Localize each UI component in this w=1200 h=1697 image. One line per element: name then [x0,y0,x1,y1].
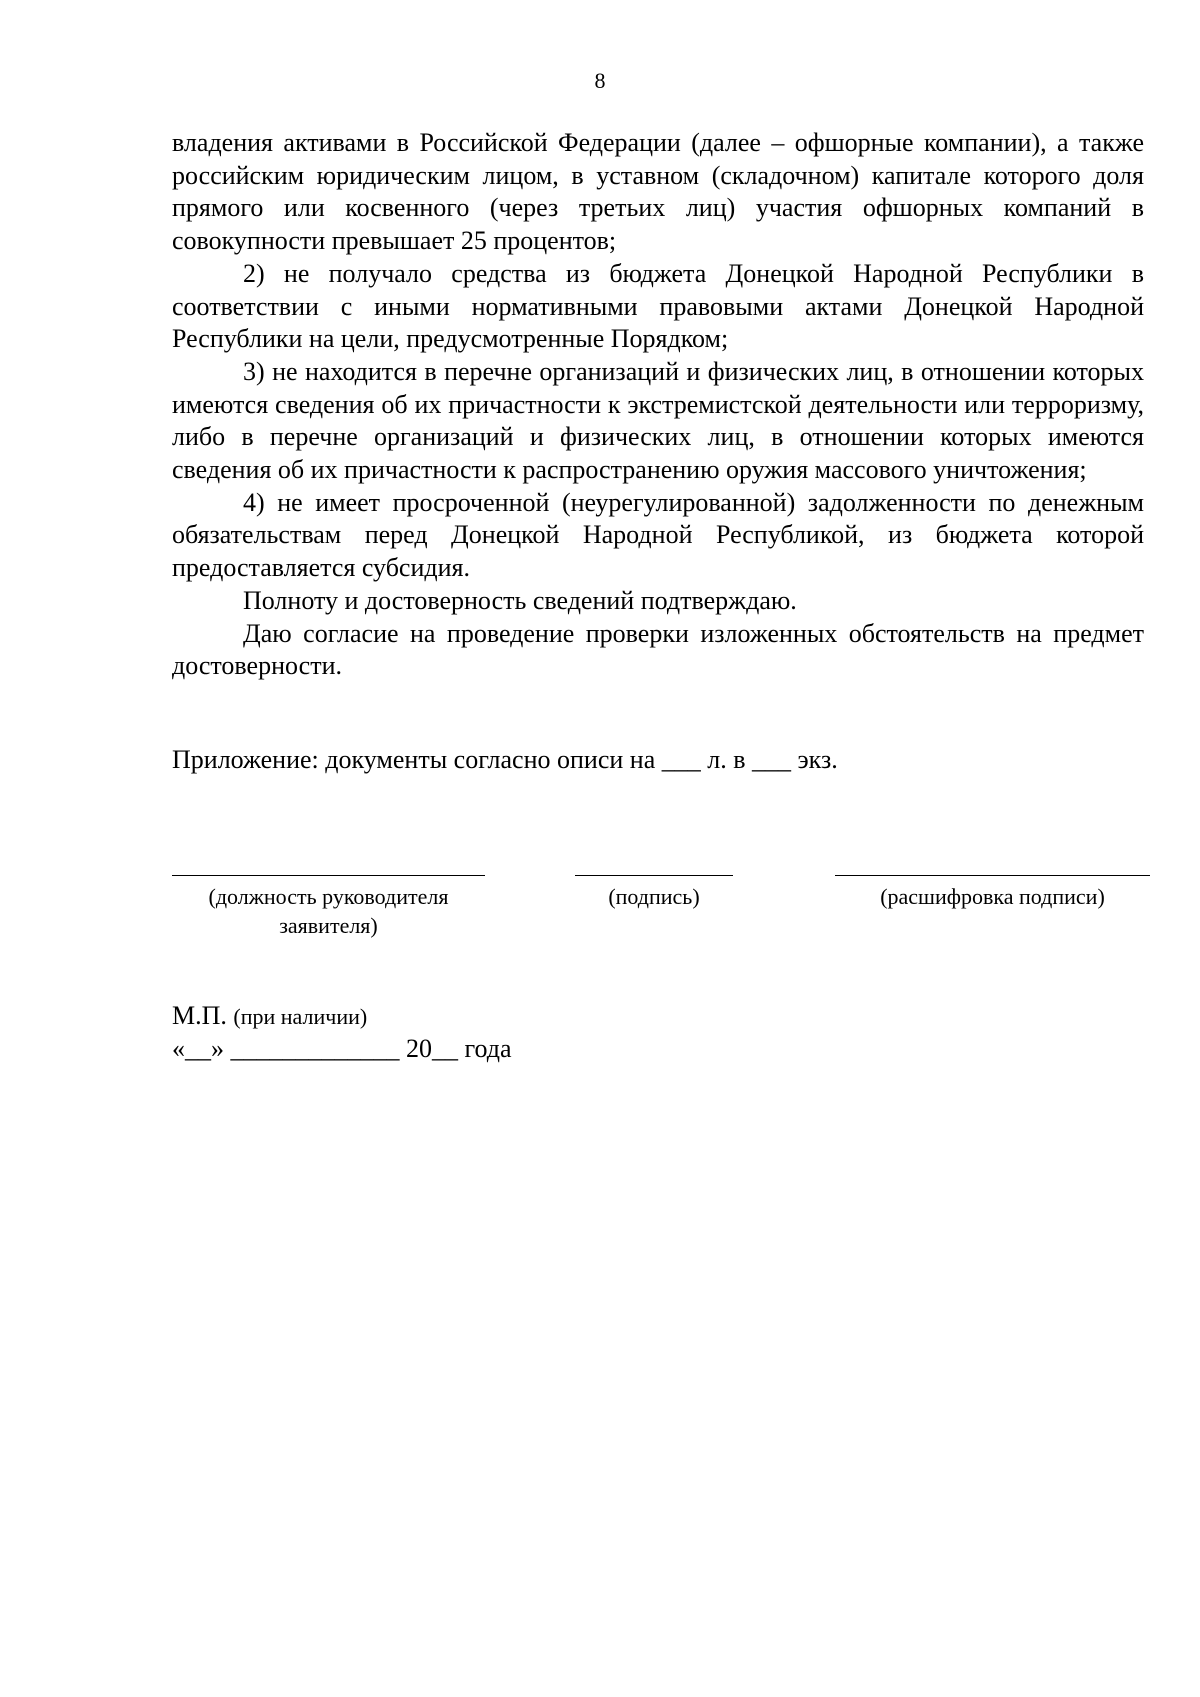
body-text [172,127,1144,683]
paragraph-5: Полноту и достоверность сведений подтверждаю. [243,585,797,615]
decode-signature-line [835,875,1150,876]
paragraph-3: 3) не находится в перечне организаций и физических лиц, в отношении которых имеются сведения об их причастности к экстремистской деятельности или терроризму, либо в перечне организаций и физических лиц, в отношении которых имеются сведения об их причастности к распространению оружия массового уничтожения; [172,356,1144,485]
position-signature-line [172,875,485,876]
paragraph-1: владения активами в Российской Федерации (далее – офшорные компании), а также российским юридическим лицом, в уставном (складочном) капитале которого доля прямого или косвенного (через третьих лиц) участия офшорных компаний в совокупности превышает 25 процентов; [172,128,1144,256]
position-caption [172,882,485,940]
signature-line [575,875,733,876]
position-caption-line-1: (должность руководителя [208,884,449,909]
page-number: 8 [594,68,606,93]
paragraph-6: Даю согласие на проведение проверки изложенных обстоятельств на предмет достоверности. [172,618,1144,681]
decode-caption: (расшифровка подписи) [880,884,1105,909]
paragraph-2: 2) не получало средства из бюджета Донецкой Народной Республики в соответствии с иными нормативными правовыми актами Донецкой Народной Республики на цели, предусмотренные Порядком; [172,258,1144,354]
stamp-label: М.П. [172,1001,227,1030]
stamp-note: (при наличии) [233,1004,368,1029]
signature-caption: (подпись) [608,884,700,909]
position-caption-line-2: заявителя) [279,913,378,938]
appendix-line: Приложение: документы согласно описи на ___ л. в ___ экз. [172,745,838,774]
stamp-line [172,1000,367,1033]
paragraph-4: 4) не имеет просроченной (неурегулированной) задолженности по денежным обязательствам перед Донецкой Народной Республикой, из бюджета которой предоставляется субсидия. [172,487,1144,583]
date-line: «__» _____________ 20__ года [172,1034,512,1063]
